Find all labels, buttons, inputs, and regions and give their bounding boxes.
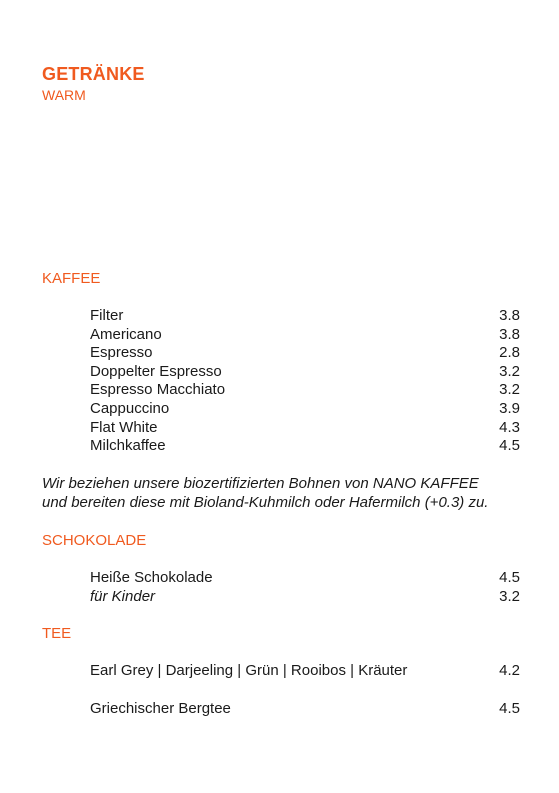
list-item — [90, 326, 520, 345]
item-name: für Kinder — [90, 587, 156, 605]
list-item — [90, 419, 520, 438]
item-price: 3.8 — [499, 307, 520, 324]
page-title: GETRÄNKE — [42, 64, 145, 84]
item-price: 3.2 — [499, 362, 520, 380]
page-subtitle: WARM — [42, 87, 86, 103]
kaffee-note-line-1: Wir beziehen unsere biozertifizierten Bohnen von NANO KAFFEE — [42, 475, 479, 492]
item-name: Griechischer Bergtee — [90, 700, 231, 717]
item-name: Milchkaffee — [90, 437, 166, 455]
item-name: Americano — [90, 325, 162, 343]
tee-list-2 — [90, 700, 520, 719]
item-price: 4.2 — [499, 662, 520, 679]
list-item — [90, 437, 520, 456]
item-name: Cappuccino — [90, 399, 170, 417]
list-item — [90, 363, 520, 382]
list-item — [90, 381, 520, 400]
list-item — [90, 307, 520, 326]
item-name: Earl Grey | Darjeeling | Grün | Rooibos | Kräuter — [90, 662, 408, 679]
section-heading-schokolade: SCHOKOLADE — [42, 532, 147, 549]
item-name: Filter — [90, 307, 124, 324]
item-name: Espresso — [90, 344, 153, 362]
item-price: 4.5 — [499, 437, 520, 455]
schokolade-list — [90, 569, 520, 606]
list-item — [90, 662, 520, 681]
list-item — [90, 700, 520, 719]
item-price: 3.2 — [499, 381, 520, 399]
item-name: Espresso Macchiato — [90, 381, 226, 399]
list-item — [90, 588, 520, 607]
kaffee-note — [42, 474, 532, 512]
section-heading-kaffee: KAFFEE — [42, 270, 101, 287]
kaffee-list — [90, 307, 520, 456]
item-name: Flat White — [90, 418, 158, 436]
list-item — [90, 344, 520, 363]
item-name: Doppelter Espresso — [90, 362, 222, 380]
item-name: Heiße Schokolade — [90, 569, 213, 586]
item-price: 3.9 — [499, 399, 520, 417]
item-price: 4.5 — [499, 569, 520, 586]
item-price: 3.2 — [499, 587, 520, 605]
list-item — [90, 400, 520, 419]
kaffee-note-line-2: und bereiten diese mit Bioland-Kuhmilch oder Hafermilch (+0.3) zu. — [42, 494, 489, 511]
item-price: 3.8 — [499, 325, 520, 343]
section-heading-tee: TEE — [42, 625, 72, 642]
list-item — [90, 569, 520, 588]
item-price: 4.5 — [499, 700, 520, 717]
tee-list — [90, 662, 520, 681]
item-price: 4.3 — [499, 418, 520, 436]
item-price: 2.8 — [499, 344, 520, 362]
